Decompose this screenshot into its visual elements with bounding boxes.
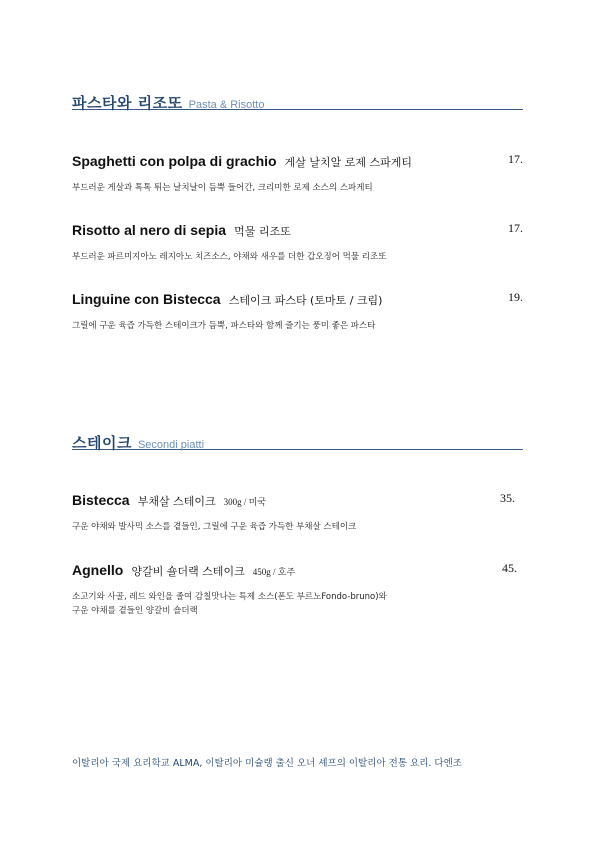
menu-item-spaghetti	[72, 151, 523, 195]
section-header-steak	[72, 432, 523, 450]
item-name-ko: 부채살 스테이크	[137, 495, 216, 508]
item-description	[72, 181, 523, 195]
section-title-ko: 파스타와 리조또	[72, 94, 183, 112]
section-header-pasta	[72, 92, 523, 110]
item-price: 35.	[500, 491, 515, 505]
item-description	[72, 520, 515, 534]
item-weight-origin: 450g / 호주	[252, 567, 296, 577]
description-line: 부드러운 게살과 톡톡 튀는 날치날이 듬뿍 들어간, 크리미한 로제 소스의 스파게티	[72, 183, 373, 193]
item-price: 19.	[508, 290, 523, 304]
description-line: 부드러운 파르미지아노 레지아노 치즈소스, 야채와 새우를 더한 갑오징어 먹물 리조또	[72, 252, 387, 262]
item-price: 17.	[508, 221, 523, 235]
item-name: Bistecca	[72, 492, 130, 508]
menu-item-agnello	[72, 560, 517, 618]
item-name: Agnello	[72, 562, 124, 578]
item-name-ko: 게살 날치알 로제 스파게티	[284, 156, 413, 169]
item-description	[72, 590, 517, 618]
item-description	[72, 319, 523, 333]
item-price: 17.	[508, 152, 523, 166]
footer-note: 이탈리아 국제 요리학교 ALMA, 이탈리아 미슐랭 출신 오너 셰프의 이탈리아 전통 요리. 다엔조	[72, 758, 462, 769]
description-line: 구운 야채를 곁들인 양갈비 숄더랙	[72, 606, 198, 616]
item-name-ko: 먹물 리조또	[234, 225, 291, 238]
description-line: 그릴에 구운 육즙 가득한 스테이크가 듬뿍, 파스타와 함께 즐기는 풍미 좋은 파스타	[72, 321, 376, 331]
item-name-ko: 스테이크 파스타 (토마토 / 크림)	[228, 294, 383, 307]
item-name: Linguine con Bistecca	[72, 291, 221, 307]
menu-item-bistecca	[72, 490, 515, 534]
item-weight-origin: 300g / 미국	[223, 497, 267, 507]
description-line: 구운 야채와 발사믹 소스를 곁들인, 그릴에 구운 육즙 가득한 부채살 스테이크	[72, 522, 357, 532]
item-price: 45.	[502, 561, 517, 575]
menu-item-risotto	[72, 220, 523, 264]
item-name: Risotto al nero di sepia	[72, 222, 227, 238]
section-title-it: Secondi piatti	[137, 439, 205, 451]
item-name-ko: 양갈비 숄더랙 스테이크	[131, 565, 245, 578]
item-name: Spaghetti con polpa di grachio	[72, 153, 277, 169]
menu-item-linguine	[72, 289, 523, 333]
item-description	[72, 250, 523, 264]
section-title-it: Pasta & Risotto	[188, 99, 265, 111]
section-title-ko: 스테이크	[72, 434, 132, 452]
description-line: 소고기와 사골, 레드 와인을 졸여 감칠맛나는 특제 소스(폰도 부르노Fondo-bruno)와	[72, 592, 387, 602]
